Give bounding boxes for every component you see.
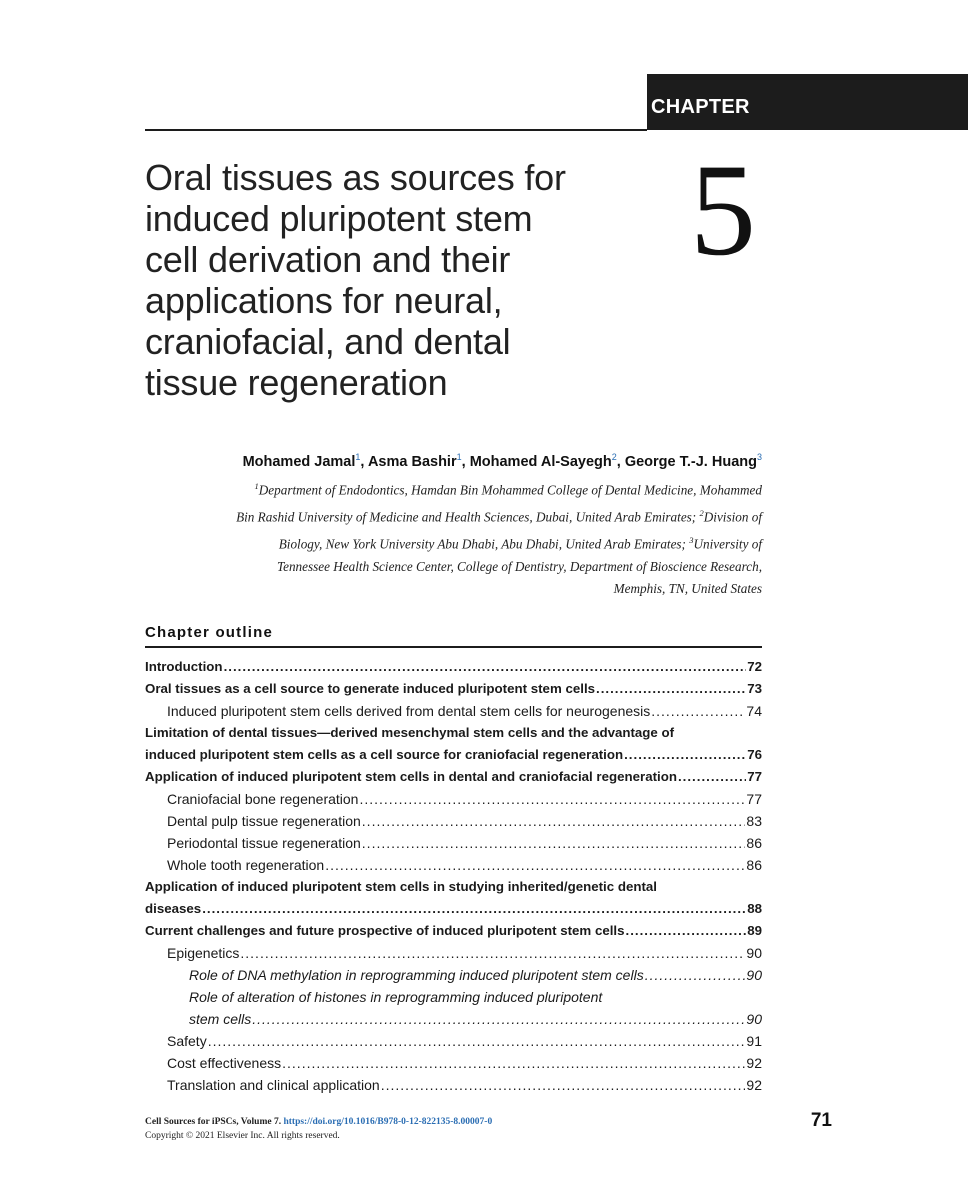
affiliation-text: Bin Rashid University of Medicine and Health Sciences, Dubai, United Arab Emirates; — [236, 509, 700, 525]
toc-entry[interactable] — [145, 788, 762, 810]
outline-rule — [145, 646, 762, 648]
toc-entry-title: Induced pluripotent stem cells derived from dental stem cells for neurogenesis — [167, 703, 651, 719]
toc-entry[interactable] — [145, 986, 762, 1008]
toc-entry-title: Role of alteration of histones in reprogramming induced pluripotent — [189, 989, 603, 1005]
footer-citation — [145, 1115, 492, 1143]
toc-entry-title: Whole tooth regeneration — [167, 857, 325, 873]
toc-entry[interactable] — [145, 722, 762, 744]
toc-leader-dots — [240, 942, 745, 964]
chapter-title: Oral tissues as sources for induced pluripotent stem cell derivation and their applications for neural, craniofacial, and dental tissue regeneration — [145, 157, 566, 403]
toc-entry[interactable] — [145, 832, 762, 854]
toc-entry[interactable] — [145, 1074, 762, 1096]
toc-entry-title: Cost effectiveness — [167, 1055, 282, 1071]
toc-entry-title: Safety — [167, 1033, 207, 1049]
author-name: Mohamed Al-Sayegh — [469, 453, 612, 470]
toc-leader-dots — [325, 854, 745, 876]
toc-leader-dots — [651, 700, 745, 722]
toc-leader-dots — [252, 1008, 745, 1030]
toc-entry-title: Translation and clinical application — [167, 1077, 380, 1093]
toc-entry[interactable] — [145, 766, 762, 788]
toc-entry[interactable] — [145, 678, 762, 700]
toc-page-number: 83 — [746, 813, 762, 829]
affiliations — [145, 475, 762, 601]
toc-entry-title: Periodontal tissue regeneration — [167, 835, 361, 851]
affiliation-text: Department of Endodontics, Hamdan Bin Mohammed College of Dental Medicine, Mohammed — [258, 482, 762, 498]
table-of-contents — [145, 656, 762, 1096]
toc-page-number: 90 — [746, 1011, 762, 1027]
affiliation-number: 3 — [689, 534, 694, 545]
toc-entry[interactable] — [145, 964, 762, 986]
author-affiliation-marker[interactable]: 3 — [756, 452, 762, 462]
author-name: Asma Bashir — [367, 453, 457, 470]
toc-page-number: 92 — [746, 1077, 762, 1093]
author-name: George T.-J. Huang — [624, 453, 757, 470]
toc-entry[interactable] — [145, 876, 762, 898]
affiliation-text: University of — [693, 536, 762, 552]
toc-leader-dots — [202, 898, 746, 920]
toc-entry[interactable] — [145, 942, 762, 964]
author-list: Mohamed Jamal$^1$, Asma Bashir$^1$, Mohamed Al-Sayegh$^2$, George T.-J. Huang$^3$ — [242, 452, 762, 470]
chapter-label: CHAPTER — [651, 96, 750, 118]
author-affiliation-marker[interactable]: 2 — [611, 452, 617, 462]
toc-page-number: 77 — [747, 769, 762, 784]
toc-leader-dots — [282, 1052, 745, 1074]
book-title: Cell Sources for iPSCs, Volume 7. — [145, 1117, 282, 1127]
toc-entry[interactable] — [145, 1030, 762, 1052]
header-rule — [145, 129, 647, 131]
toc-leader-dots — [359, 788, 745, 810]
toc-entry-title: stem cells — [189, 1011, 252, 1027]
toc-page-number: 91 — [746, 1033, 762, 1049]
chapter-number: 5 — [690, 136, 756, 283]
doi-link[interactable]: https://doi.org/10.1016/B978-0-12-822135-8.00007-0 — [283, 1117, 493, 1127]
toc-entry[interactable] — [145, 898, 762, 920]
toc-page-number: 86 — [746, 835, 762, 851]
toc-entry[interactable] — [145, 920, 762, 942]
toc-leader-dots — [224, 656, 747, 678]
page-number: 71 — [810, 1110, 832, 1131]
toc-entry[interactable] — [145, 854, 762, 876]
toc-entry-title: Application of induced pluripotent stem cells in studying inherited/genetic dental — [145, 879, 657, 894]
toc-page-number: 92 — [746, 1055, 762, 1071]
toc-entry-title: Role of DNA methylation in reprogramming induced pluripotent stem cells — [189, 967, 644, 983]
affiliation-text: Biology, New York University Abu Dhabi, Abu Dhabi, United Arab Emirates; — [278, 536, 690, 552]
toc-entry[interactable] — [145, 700, 762, 722]
toc-entry-title: Application of induced pluripotent stem cells in dental and craniofacial regeneration — [145, 769, 677, 784]
toc-entry[interactable] — [145, 656, 762, 678]
toc-entry-title: diseases — [145, 901, 202, 916]
toc-page-number: 88 — [747, 901, 762, 916]
affiliation-text: Tennessee Health Science Center, College of Dentistry, Department of Bioscience Research, — [276, 558, 762, 574]
affiliation-text: Division of — [703, 509, 762, 525]
toc-entry-title: Limitation of dental tissues—derived mesenchymal stem cells and the advantage of — [145, 725, 675, 740]
toc-page-number: 89 — [747, 923, 762, 938]
toc-entry[interactable] — [145, 810, 762, 832]
toc-page-number: 76 — [747, 747, 762, 762]
toc-leader-dots — [362, 832, 746, 854]
author-affiliation-marker[interactable]: 1 — [456, 452, 462, 462]
toc-entry-title: Epigenetics — [167, 945, 240, 961]
toc-page-number: 77 — [746, 791, 762, 807]
toc-entry-title: Craniofacial bone regeneration — [167, 791, 359, 807]
toc-leader-dots — [645, 964, 746, 986]
affiliation-text: Memphis, TN, United States — [613, 581, 762, 597]
affiliation-number: 1 — [254, 481, 259, 491]
toc-entry[interactable] — [145, 744, 762, 766]
toc-entry-title: Introduction — [145, 659, 223, 674]
toc-entry-title: induced pluripotent stem cells as a cell source for craniofacial regeneration — [145, 747, 624, 762]
author-affiliation-marker[interactable]: 1 — [355, 452, 361, 462]
toc-page-number: 90 — [746, 945, 762, 961]
toc-leader-dots — [626, 920, 747, 942]
author-name: Mohamed Jamal — [242, 453, 356, 470]
toc-leader-dots — [678, 766, 746, 788]
copyright: Copyright © 2021 Elsevier Inc. All rights reserved. — [145, 1131, 340, 1141]
toc-leader-dots — [624, 744, 746, 766]
chapter-tab — [647, 74, 968, 130]
toc-entry-title: Dental pulp tissue regeneration — [167, 813, 361, 829]
outline-heading: Chapter outline — [145, 624, 274, 641]
toc-entry[interactable] — [145, 1052, 762, 1074]
affiliation-number: 2 — [699, 507, 704, 518]
toc-entry-title: Oral tissues as a cell source to generate induced pluripotent stem cells — [145, 681, 596, 696]
toc-page-number: 74 — [746, 703, 762, 719]
toc-page-number: 90 — [746, 967, 762, 983]
toc-page-number: 73 — [747, 681, 762, 696]
toc-leader-dots — [208, 1030, 746, 1052]
toc-entry[interactable] — [145, 1008, 762, 1030]
toc-entry-title: Current challenges and future prospective of induced pluripotent stem cells — [145, 923, 625, 938]
toc-leader-dots — [362, 810, 746, 832]
toc-page-number: 86 — [746, 857, 762, 873]
toc-leader-dots — [596, 678, 746, 700]
toc-leader-dots — [381, 1074, 746, 1096]
toc-page-number: 72 — [747, 659, 762, 674]
